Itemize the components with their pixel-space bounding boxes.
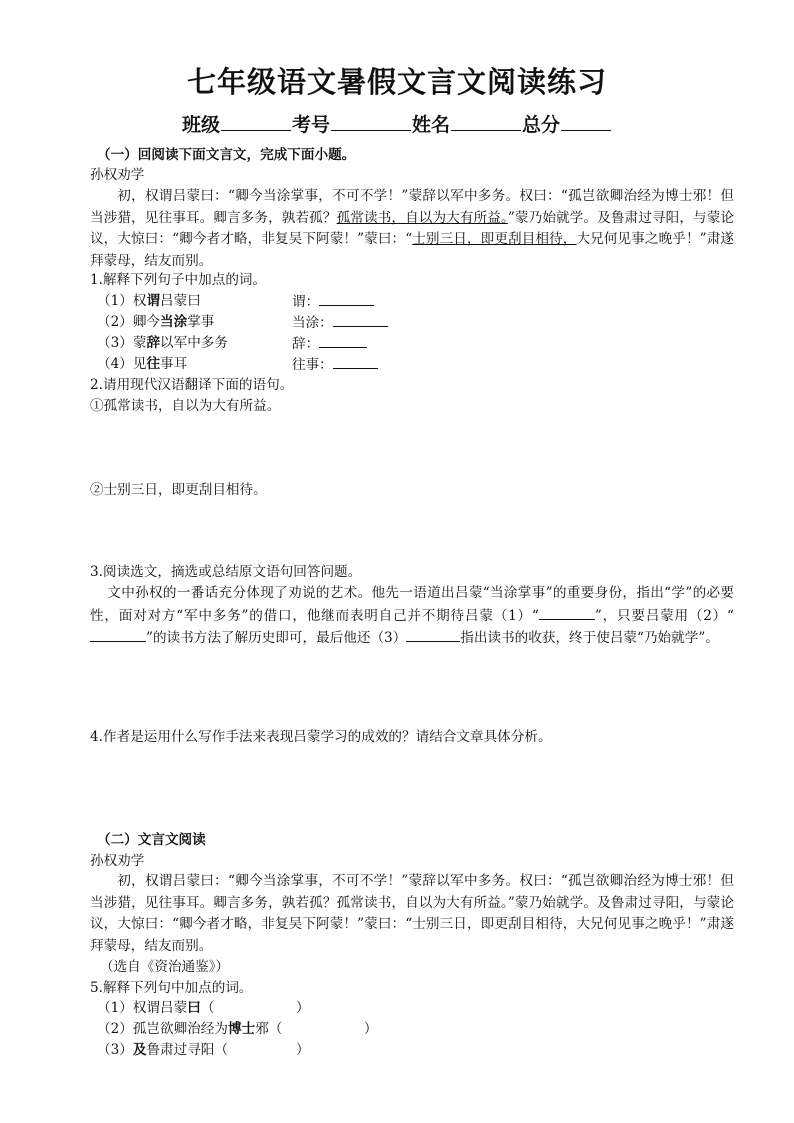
section2-source: （选自《资治通鉴》） [100, 959, 230, 975]
q3-blank-2[interactable] [90, 627, 146, 642]
student-info-line [0, 110, 794, 137]
q3-prompt: 3.阅读选文，摘选或总结原文语句回答问题。 [90, 564, 362, 580]
q1-item: （3）蒙辞以军中多务 辞： [97, 333, 737, 353]
q2-sentence-1: ①孤常读书，自以为大有所益。 [90, 398, 281, 414]
q2-sentence-2: ②士别三日，即更刮目相待。 [90, 482, 267, 498]
section1-heading: （一）回阅读下面文言文，完成下面小题。 [97, 147, 356, 163]
q1-prompt: 1.解释下列句子中加点的词。 [90, 272, 267, 288]
section2-heading: （二）文言文阅读 [97, 832, 206, 848]
class-field[interactable] [221, 112, 291, 131]
q5-item: （3）及鲁肃过寻阳（ ） [97, 1042, 310, 1058]
q3-blank-3[interactable] [406, 627, 460, 642]
q1-answer-blank[interactable] [333, 354, 378, 369]
section2-passage-title: 孙权劝学 [90, 853, 145, 869]
q2-prompt: 2.请用现代汉语翻译下面的语句。 [90, 377, 294, 393]
exam-no-label: 考号 [291, 114, 330, 136]
q1-item: （4）见往事耳 往事： [97, 354, 737, 374]
q1-answer-blank[interactable] [319, 333, 367, 348]
q5-prompt: 5.解释下列句中加点的词。 [90, 980, 253, 996]
name-label: 姓名 [412, 114, 451, 136]
passage-text-b: ”蒙乃始就学。及鲁肃过寻阳，与蒙论议，大惊曰：“卿今者才略，非复吴下阿蒙！”蒙曰：“ [90, 209, 735, 247]
page-title: 七年级语文暑假文言文阅读练习 [186, 65, 607, 99]
passage-text-c: 大兄何见事之晚乎！”肃遂拜蒙母，结友而别。 [90, 231, 735, 269]
q1-item: （1）权谓吕蒙曰 谓： [97, 291, 737, 311]
passage-underline-2: 士别三日，即更刮目相待， [412, 231, 577, 247]
q4-prompt: 4.作者是运用什么写作手法来表现吕蒙学习的成效的？请结合文章具体分析。 [90, 729, 552, 745]
q5-item: （2）孤岂欲卿治经为博士邪（ ） [97, 1021, 378, 1037]
q5-answer-paren[interactable]: （ ） [214, 1042, 310, 1058]
class-label: 班级 [181, 114, 220, 136]
q5-item: （1）权谓吕蒙曰（ ） [97, 1000, 310, 1016]
section1-passage [90, 186, 734, 272]
exam-no-field[interactable] [331, 112, 411, 131]
q5-answer-paren[interactable]: （ ） [200, 1000, 310, 1016]
score-field[interactable] [561, 112, 611, 131]
q1-item: （2）卿今当涂掌事 当涂： [97, 312, 737, 332]
q1-answer-blank[interactable] [319, 291, 374, 306]
q5-answer-paren[interactable]: （ ） [268, 1021, 378, 1037]
passage-underline-1: 孤常读书，自以为大有所益。 [336, 209, 508, 226]
name-field[interactable] [451, 112, 521, 131]
section1-passage-title: 孙权劝学 [90, 167, 145, 183]
q3-text: 文中孙权的一番话充分体现了劝说的艺术。他先一语道出吕蒙“当涂掌事”的重要身份，指出“学”的必要性，面对对方“军中多务”的借口，他继而表明自己并不期待吕蒙（1）“ ”，只要吕蒙用（2）“”的读书方法了解历史即可，最后他还（3） 指出读书的收获，终于使吕蒙“乃始就学”。 [90, 585, 734, 646]
q1-answer-blank[interactable] [333, 312, 388, 327]
q3-blank-1[interactable] [539, 605, 595, 620]
section2-passage: 初，权谓吕蒙曰：“卿今当涂掌事，不可不学！”蒙辞以军中多务。权曰：“孤岂欲卿治经为博士邪！但当涉猎，见往事耳。卿言多务，孰若孤？孤常读书，自以为大有所益。”蒙乃始就学。及鲁肃过寻阳，与蒙论议，大惊曰：“卿今者才略，非复吴下阿蒙！”蒙曰：“士别三日，即更刮目相待，大兄何见事之晚乎！”肃遂拜蒙母，结友而别。 [90, 873, 734, 954]
passage-text-a: 初，权谓吕蒙曰：“卿今当涂掌事，不可不学！”蒙辞以军中多务。权曰：“孤岂欲卿治经为博士邪！但当涉猎，见往事耳。卿言多务，孰若孤？ [90, 188, 734, 226]
score-label: 总分 [522, 114, 561, 136]
